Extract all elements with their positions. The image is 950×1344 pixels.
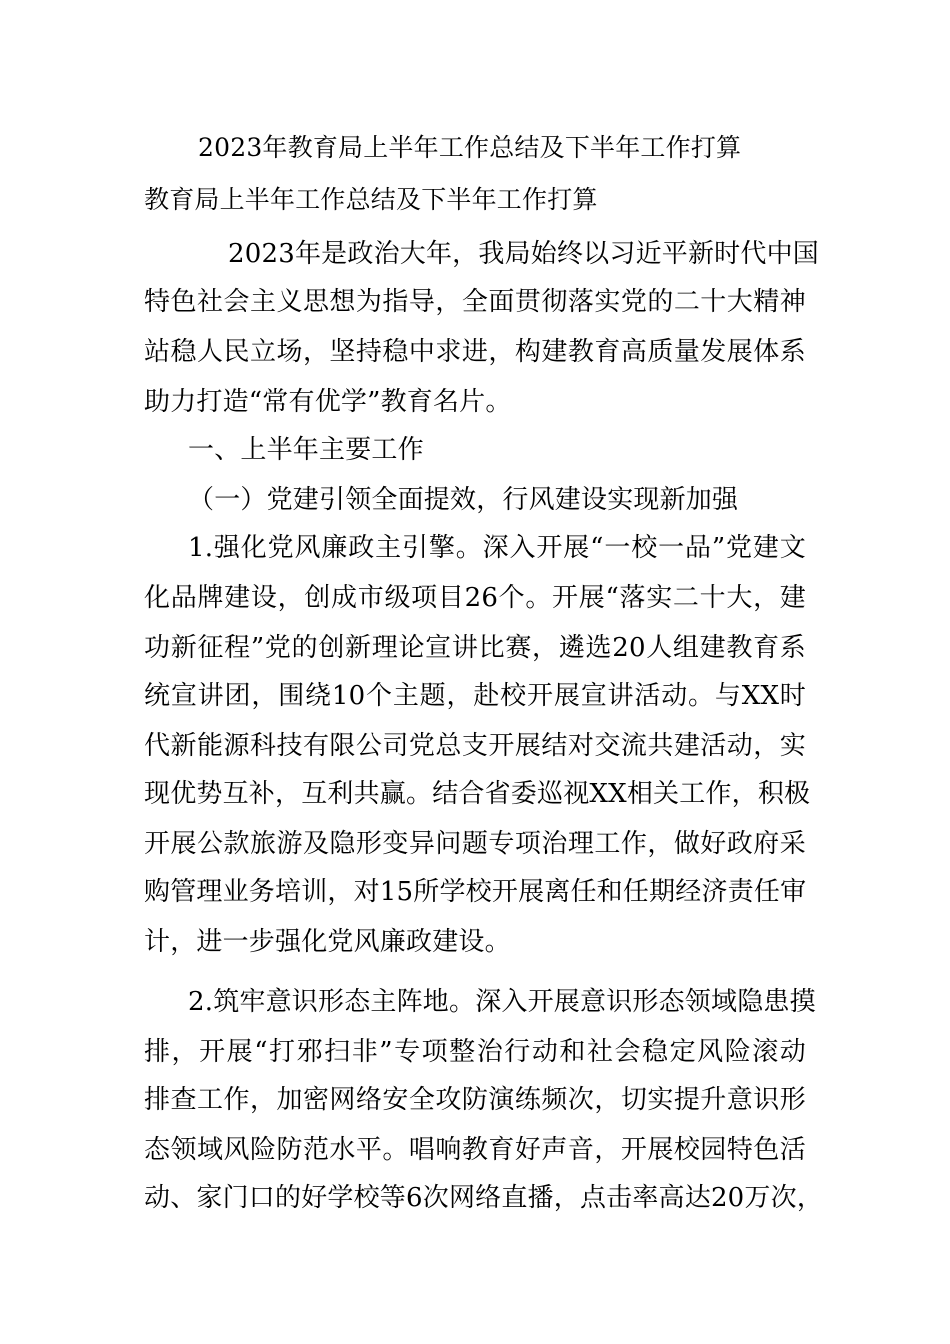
- paragraph-line: 功新征程”党的创新理论宣讲比赛，遴选20人组建教育系: [144, 633, 806, 663]
- paragraph-line: 统宣讲团，围绕10个主题，赴校开展宣讲活动。与XX时: [144, 681, 806, 711]
- paragraph-line: 2023年是政治大年，我局始终以习近平新时代中国: [228, 239, 819, 269]
- paragraph-line: 排查工作，加密网络安全攻防演练频次，切实提升意识形: [144, 1085, 806, 1115]
- paragraph-line: 开展公款旅游及隐形变异问题专项治理工作，做好政府采: [144, 829, 806, 859]
- document-subtitle: 教育局上半年工作总结及下半年工作打算: [144, 185, 598, 214]
- paragraph-line: 助力打造“常有优学”教育名片。: [144, 387, 512, 417]
- paragraph-line: 计，进一步强化党风廉政建设。: [144, 927, 511, 957]
- paragraph-line: 排，开展“打邪扫非”专项整治行动和社会稳定风险滚动: [144, 1037, 806, 1067]
- paragraph-line: 站稳人民立场，坚持稳中求进，构建教育高质量发展体系: [144, 337, 806, 367]
- paragraph-line: 特色社会主义思想为指导，全面贯彻落实党的二十大精神: [144, 287, 806, 317]
- paragraph-line: 动、家门口的好学校等6次网络直播，点击率高达20万次，: [144, 1183, 824, 1213]
- paragraph-line: 2.筑牢意识形态主阵地。深入开展意识形态领域隐患摸: [188, 987, 816, 1017]
- paragraph-line: 购管理业务培训，对15所学校开展离任和任期经济责任审: [144, 877, 807, 907]
- paragraph-line: 1.强化党风廉政主引擎。深入开展“一校一品”党建文: [188, 533, 806, 563]
- paragraph-line: 态领域风险防范水平。唱响教育好声音，开展校园特色活: [144, 1135, 806, 1165]
- subsection-heading: （一）党建引领全面提效，行风建设实现新加强: [188, 485, 739, 515]
- paragraph-line: 化品牌建设，创成市级项目26个。开展“落实二十大，建: [144, 583, 806, 613]
- section-heading: 一、上半年主要工作: [188, 435, 424, 465]
- paragraph-line: 代新能源科技有限公司党总支开展结对交流共建活动，实: [144, 731, 806, 761]
- document-title: 2023年教育局上半年工作总结及下半年工作打算: [198, 133, 742, 162]
- paragraph-line: 现优势互补，互利共赢。结合省委巡视XX相关工作，积极: [144, 779, 811, 809]
